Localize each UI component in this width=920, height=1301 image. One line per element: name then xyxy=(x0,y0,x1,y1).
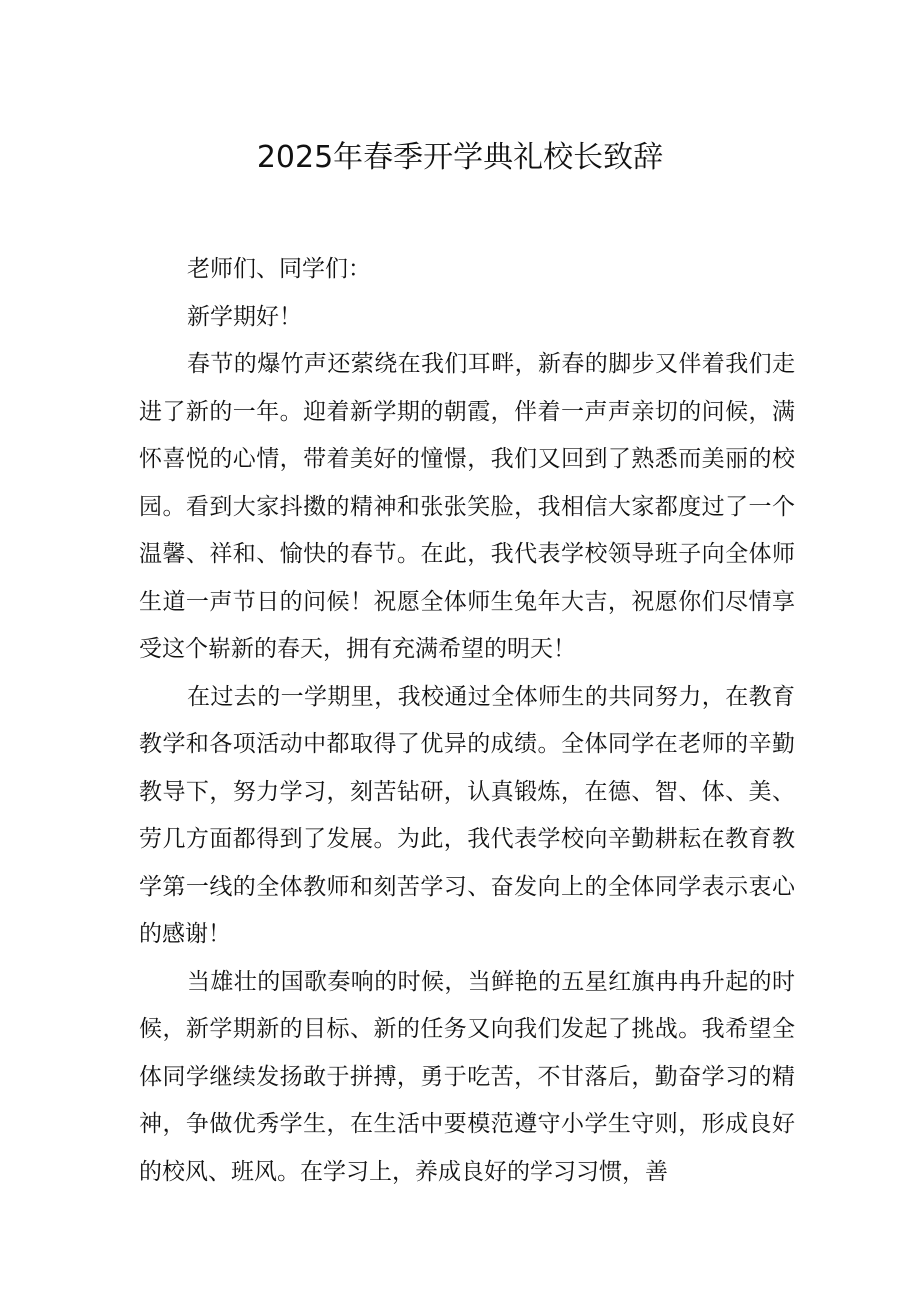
greeting: 新学期好！ xyxy=(187,303,302,330)
paragraph-2: 在过去的一学期里，我校通过全体师生的共同努力，在教育教学和各项活动中都取得了优异的成绩。全体同学在老师的辛勤教导下，努力学习，刻苦钻研，认真锻炼，在德、智、体、美、劳几方面都得到了发展。为此，我代表学校向辛勤耕耘在教育教学第一线的全体教师和刻苦学习、奋发向上的全体同学表示衷心的感谢！ xyxy=(139,683,795,947)
document-title: 2025年春季开学典礼校长致辞 xyxy=(256,140,664,175)
document-body xyxy=(139,246,795,1196)
paragraph-3: 当雄壮的国歌奏响的时候，当鲜艳的五星红旗冉冉升起的时候，新学期新的目标、新的任务又向我们发起了挑战。我希望全体同学继续发扬敢于拼搏，勇于吃苦，不甘落后，勤奋学习的精神，争做优秀学生，在生活中要模范遵守小学生守则，形成良好的校风、班风。在学习上，养成良好的学习习惯，善 xyxy=(139,968,795,1185)
salutation: 老师们、同学们： xyxy=(187,256,371,282)
paragraph-1: 春节的爆竹声还萦绕在我们耳畔，新春的脚步又伴着我们走进了新的一年。迎着新学期的朝霞，伴着一声声亲切的问候，满怀喜悦的心情，带着美好的憧憬，我们又回到了熟悉而美丽的校园。看到大家抖擞的精神和张张笑脸，我相信大家都度过了一个温馨、祥和、愉快的春节。在此，我代表学校领导班子向全体师生道一声节日的问候！祝愿全体师生兔年大吉，祝愿你们尽情享受这个崭新的春天，拥有充满希望的明天！ xyxy=(139,351,795,662)
